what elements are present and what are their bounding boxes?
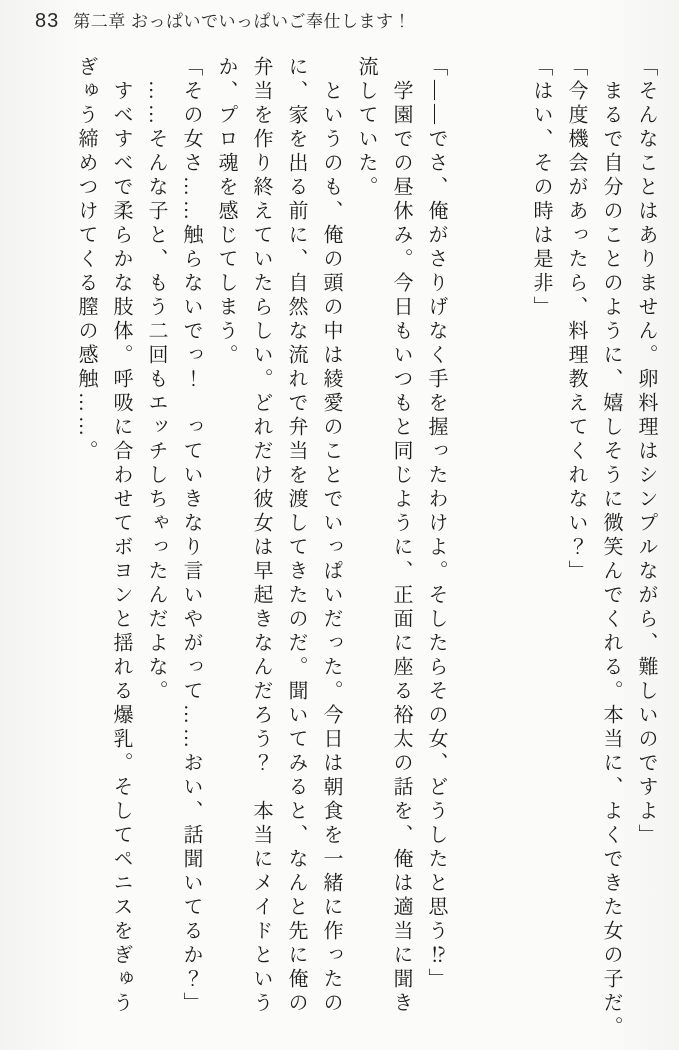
text-line: ぎゅう締めつけてくる膣の感触……。 xyxy=(75,56,97,464)
text-line: 「そんなことはありません。卵料理はシンプルながら、難しいのですよ」 xyxy=(635,56,657,848)
page-header xyxy=(35,7,411,33)
text-line: 学園での昼休み。今日もいつもと同じように、正面に座る裕太の話を、俺は適当に聞き xyxy=(390,56,412,1016)
scene-break-spacer xyxy=(453,56,488,1048)
text-line: 「今度機会があったら、料理教えてくれない？」 xyxy=(565,56,587,584)
chapter-title: 第二章 おっぱいでいっぱいご奉仕します！ xyxy=(73,12,411,31)
text-line: ……そんな子と、もう二回もエッチしちゃったんだよな。 xyxy=(145,56,167,704)
text-line: まるで自分のことのように、嬉しそうに微笑んでくれる。本当に、よくできた女の子だ。 xyxy=(600,56,622,1040)
text-line: 弁当を作り終えていたらしい。どれだけ彼女は早起きなんだろう？ 本当にメイドという xyxy=(250,56,272,1016)
scene-break-spacer xyxy=(488,56,523,1048)
text-line: 流していた。 xyxy=(355,56,377,200)
text-line: か、プロ魂を感じてしまう。 xyxy=(215,56,237,368)
text-line: すべすべで柔らかな肢体。呼吸に合わせてボヨンと揺れる爆乳。そしてペニスをぎゅう xyxy=(110,56,132,1016)
text-line: 「――でさ、俺がさりげなく手を握ったわけよ。そしたらその女、どうしたと思う⁉」 xyxy=(425,56,447,992)
page-number: 83 xyxy=(35,10,60,32)
novel-text-block xyxy=(68,56,663,1048)
text-line: 「はい、その時は是非」 xyxy=(530,56,552,320)
text-line: に、家を出る前に、自然な流れで弁当を渡してきたのだ。聞いてみると、なんと先に俺の xyxy=(285,56,307,1016)
text-line: 「その女さ……触らないでっ！ っていきなり言いやがって……おい、話聞いてるか？」 xyxy=(180,56,202,1016)
text-line: というのも、俺の頭の中は綾愛のことでいっぱいだった。今日は朝食を一緒に作ったの xyxy=(320,56,342,1016)
